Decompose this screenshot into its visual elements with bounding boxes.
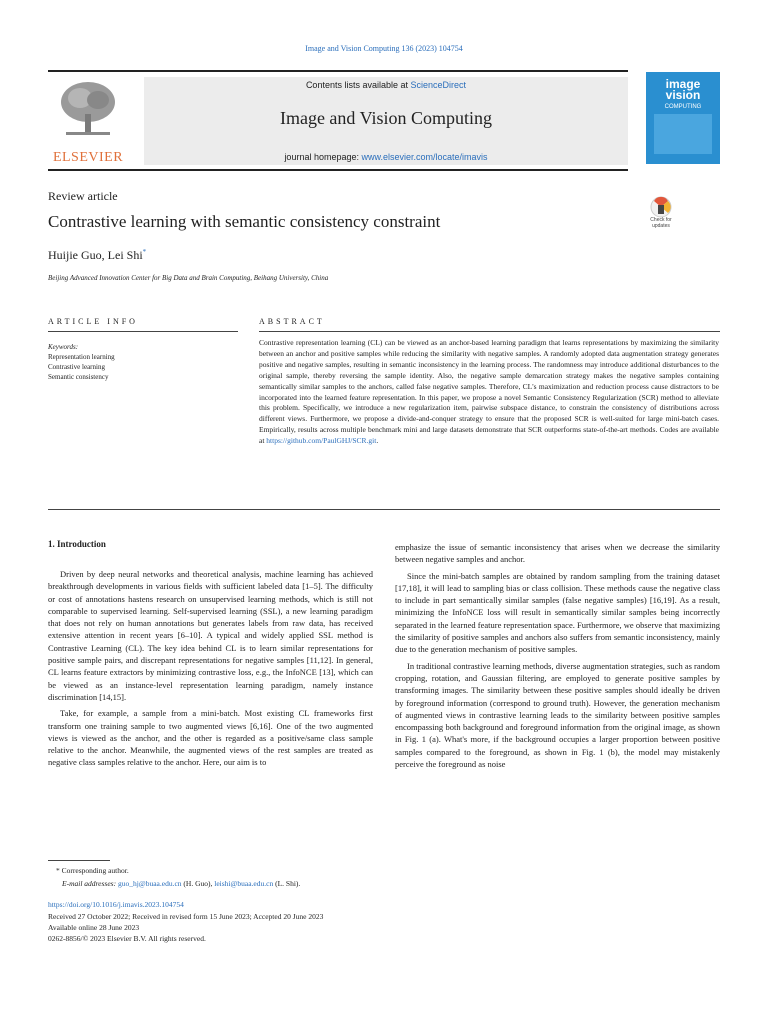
abstract-heading: ABSTRACT xyxy=(259,317,325,326)
contents-line xyxy=(144,80,628,90)
doi-link[interactable]: https://doi.org/10.1016/j.imavis.2023.104754 xyxy=(48,900,184,909)
homepage-link[interactable]: www.elsevier.com/locate/imavis xyxy=(361,152,488,162)
keyword-item: Representation learning xyxy=(48,353,115,361)
header-top-rule xyxy=(48,70,628,72)
article-type: Review article xyxy=(48,189,118,203)
body-paragraph: Take, for example, a sample from a mini-batch. Most existing CL frameworks first transform one training sample to two augmented views [6,16]. One of the two augmented views is viewed as the anchor, and the other is regarded as a positive/same class sample relative to the anchor. Meanwhile, the augmented views of the rest samples are treated as negative class samples relative to the anchor. Here, our aim is to xyxy=(48,708,373,768)
abstract-rule-top xyxy=(259,331,720,332)
check-for-updates-badge[interactable] xyxy=(644,196,678,230)
email-name-shi: (L. Shi). xyxy=(275,879,301,888)
body-paragraph: Driven by deep neural networks and theoretical analysis, machine learning has achieved breakthrough developments in various fields with sufficient labeled data [1–5]. The difficulty or cost of annotations hastens research on unsupervised learning methods, which is still not comparable to supervised learning. Self-supervised learning (SSL), a new learning paradigm that does not rely on human annotations but generates labels from raw data, has received extensive attention in recent years [6–10]. A typical and widely applied SSL method is Contrastive Learning (CL). The key idea behind CL is to learn similar representations for positive sample pairs, and discrepant representations for negative samples [11,12]. In general, CL learns feature extractors by minimizing contrastive loss, e.g., the InfoNCE [13], which can be viewed as an instance-level representation learning paradigm, namely instance discrimination [14,15]. xyxy=(48,569,373,702)
code-link[interactable]: https://github.com/PaulGHJ/SCR.git xyxy=(266,436,377,446)
body-paragraph: Since the mini-batch samples are obtained by random sampling from the training dataset [17,18], it will lead to sampling bias or class collision. These methods cause the negative class to include in part semantically similar samples (false negative samples) [16,19]. As a result, minimizing the InfoNCE loss will result in semantically similar samples being incorrectly separated in the learned feature representation space. Furthermore, we observe that maximizing the similarity of positive samples and anchors also suffers from semantic inconsistency, mainly due to the generation mechanism of positive samples. xyxy=(395,570,720,655)
journal-cover[interactable] xyxy=(646,72,720,164)
cover-graphic xyxy=(654,114,712,154)
abstract-rule-bottom xyxy=(48,509,720,510)
cover-title-1: image xyxy=(665,77,701,91)
tree-icon xyxy=(58,78,118,138)
article-info-rule xyxy=(48,331,238,332)
available-online: Available online 28 June 2023 xyxy=(48,923,140,932)
cover-title-2: vision xyxy=(665,88,701,102)
affiliation: Beijing Advanced Innovation Center for Big Data and Brain Computing, Beihang University, China xyxy=(48,274,329,282)
section-heading-introduction: 1. Introduction xyxy=(48,539,106,549)
journal-reference[interactable]: Image and Vision Computing 136 (2023) 104754 xyxy=(305,44,463,53)
email-link-shi[interactable]: leishi@buaa.edu.cn xyxy=(214,879,274,888)
publisher-wordmark: ELSEVIER xyxy=(52,150,124,165)
email-link-guo[interactable]: guo_hj@buaa.edu.cn xyxy=(117,879,182,888)
homepage-line xyxy=(144,152,628,162)
body-paragraph: emphasize the issue of semantic inconsistency that arises when we decrease the similarity between negative samples and anchor. xyxy=(395,542,720,565)
author-names: Huijie Guo, Lei Shi xyxy=(48,248,143,262)
authors xyxy=(48,248,146,263)
corresponding-author-note: * Corresponding author. xyxy=(56,866,129,875)
footnote-rule xyxy=(48,860,110,861)
abstract-end: . xyxy=(376,436,379,446)
contents-prefix: Contents lists available at xyxy=(305,80,408,90)
corresponding-mark[interactable]: * xyxy=(142,248,147,256)
abstract-body xyxy=(259,338,719,447)
body-column-left xyxy=(48,568,373,769)
received-dates: Received 27 October 2022; Received in revised form 15 June 2023; Accepted 20 June 2023 xyxy=(48,912,324,921)
sciencedirect-link[interactable]: ScienceDirect xyxy=(410,80,467,90)
keyword-item: Contrastive learning xyxy=(48,363,105,371)
email-label: E-mail addresses: xyxy=(62,879,117,888)
abstract-text: Contrastive representation learning (CL) can be viewed as an anchor-based learning paradigm that learns representations by maximizing the similarity between an anchor and positive samples while reducing the similarity with negative samples. A randomly adopted data augmentation strategy generates positive and negative samples, resulting in semantic inconsistency in the learning process. The randomness may introduce additional disturbances to the original sample, thereby reversing the sample identity. Also, the negative sample demarcation strategy makes the negative samples containing semantically similar samples to the anchors, called false negative samples. Therefore, CL's maximization and reduction process cause distractors to be incorporated into the learned feature representation. In this paper, we propose a novel Semantic Consistency Regularization (SCR) method to alleviate this problem. Specifically, we introduce a new regularization item, pairwise subspace distance, to constrain the consistency of distributions across different views. Furthermore, we propose a divide-and-conquer strategy to ensure that the proposed SCR is well-suited for large mini-batch cases. Empirically, results across multiple benchmark mini and large datasets demonstrate that SCR outperforms state-of-the-art methods. Codes are available at xyxy=(259,338,719,446)
header-bottom-rule xyxy=(48,169,628,171)
cover-title-3: COMPUTING xyxy=(664,104,702,110)
email-name-guo: (H. Guo), xyxy=(183,879,213,888)
check-badge-line1: Check for xyxy=(650,217,672,223)
body-paragraph: In traditional contrastive learning methods, diverse augmentation strategies, such as random cropping, rotation, and Gaussian filtering, are employed to generate positive samples by transforming images. The similarity between these positive samples should ideally be driven by foreground information (correspond to ground truth). However, the generation mechanism of augmented views in contrastive learning leads to the similarity between positive samples encompassing both background and foreground information from the original image, as shown in Fig. 1 (a). What's more, if the background occupies a larger proportion between positive samples compared to the foreground, as shown in Fig. 1 (b), the model may mistakenly perceive the foreground as noise xyxy=(395,660,720,770)
keywords-label: Keywords: xyxy=(48,343,79,351)
email-line xyxy=(62,878,300,889)
keywords-block xyxy=(48,342,115,382)
journal-title: Image and Vision Computing xyxy=(279,108,493,128)
article-info-heading: ARTICLE INFO xyxy=(48,317,138,326)
check-badge-line2: updates xyxy=(652,223,670,229)
check-updates-icon xyxy=(644,196,678,218)
body-column-right xyxy=(395,541,720,770)
copyright: 0262-8856/© 2023 Elsevier B.V. All rights reserved. xyxy=(48,934,206,943)
homepage-prefix: journal homepage: xyxy=(284,152,359,162)
keyword-item: Semantic consistency xyxy=(48,373,109,381)
article-title: Contrastive learning with semantic consistency constraint xyxy=(48,212,441,231)
